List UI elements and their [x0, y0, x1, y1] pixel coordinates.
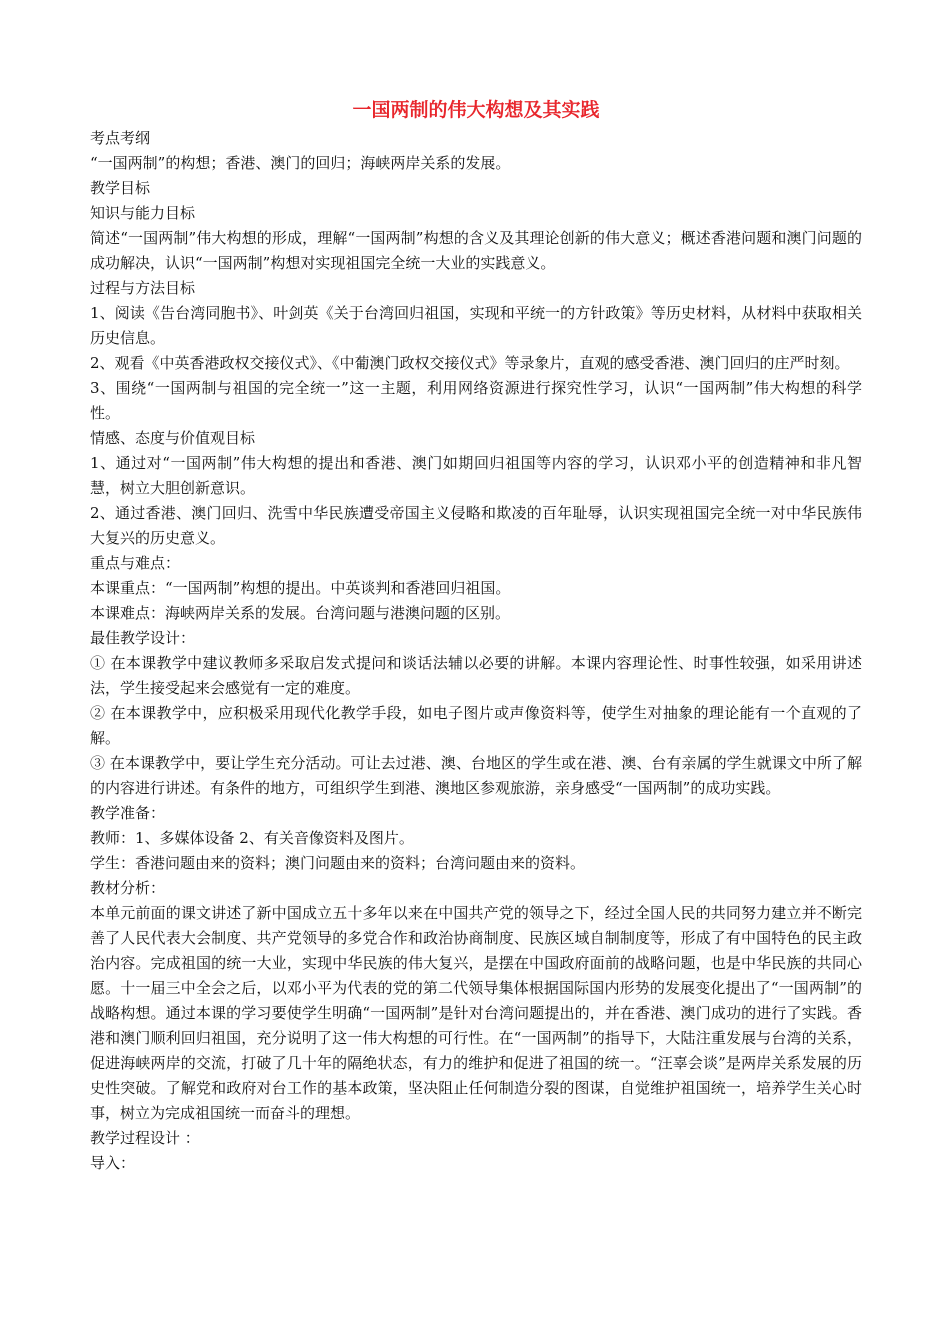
attitude-goal-2: 2、通过香港、澳门回归、洗雪中华民族遭受帝国主义侵略和欺凌的百年耻辱，认识实现祖国完全统一对中华民族伟大复兴的历史意义。: [90, 504, 862, 547]
knowledge-goals-text: 简述“一国两制”伟大构想的形成，理解“一国两制”构想的含义及其理论创新的伟大意义；概述香港问题和澳门问题的成功解决，认识“一国两制”构想对实现祖国完全统一大业的实践意义。: [90, 229, 862, 272]
exam-outline-text: “一国两制”的构想；香港、澳门的回归；海峡两岸关系的发展。: [90, 154, 511, 172]
process-goal-3: 3、围绕“一国两制与祖国的完全统一”这一主题，利用网络资源进行探究性学习，认识“一国两制”伟大构想的科学性。: [90, 379, 862, 422]
attitude-goal-1: 1、通过对“一国两制”伟大构想的提出和香港、澳门如期回归祖国等内容的学习，认识邓小平的创造精神和非凡智慧，树立大胆创新意识。: [90, 454, 862, 497]
design-item-3: ③ 在本课教学中，要让学生充分活动。可让去过港、澳、台地区的学生或在港、澳、台有亲属的学生就课文中所了解的内容进行讲述。有条件的地方，可组织学生到港、澳地区参观旅游，亲身感受“一国两制”的成功实践。: [90, 754, 862, 797]
process-goal-2: 2、观看《中英香港政权交接仪式》、《中葡澳门政权交接仪式》等录象片，直观的感受香港、澳门回归的庄严时刻。: [90, 354, 850, 372]
heading-process-goals: 过程与方法目标: [90, 279, 196, 297]
teacher-preparation: 教师：1、多媒体设备 2、有关音像资料及图片。: [90, 829, 414, 847]
heading-knowledge-goals: 知识与能力目标: [90, 204, 196, 222]
key-point-text: 本课重点：“一国两制”构想的提出。中英谈判和香港回归祖国。: [90, 579, 511, 597]
design-item-1: ① 在本课教学中建议教师多采取启发式提问和谈话法辅以必要的讲解。本课内容理论性、时事性较强，如采用讲述法，学生接受起来会感觉有一定的难度。: [90, 654, 862, 697]
heading-best-design: 最佳教学设计：: [90, 629, 196, 647]
heading-preparation: 教学准备：: [90, 804, 166, 822]
document-body: [90, 96, 862, 1176]
process-goal-1: 1、阅读《告台湾同胞书》、叶剑英《关于台湾回归祖国，实现和平统一的方针政策》等历史材料，从材料中获取相关历史信息。: [90, 304, 862, 347]
student-preparation: 学生：香港问题由来的资料；澳门问题由来的资料；台湾问题由来的资料。: [90, 854, 586, 872]
heading-key-points: 重点与难点：: [90, 554, 181, 572]
heading-process-design: 教学过程设计 ：: [90, 1129, 200, 1147]
heading-introduction: 导入：: [90, 1154, 136, 1172]
heading-attitude-goals: 情感、态度与价值观目标: [90, 429, 256, 447]
design-item-2: ② 在本课教学中，应积极采用现代化教学手段，如电子图片或声像资料等，使学生对抽象的理论能有一个直观的了解。: [90, 704, 862, 747]
document-title: 一国两制的伟大构想及其实践: [352, 99, 600, 121]
heading-material-analysis: 教材分析：: [90, 879, 166, 897]
heading-teaching-goals: 教学目标: [90, 179, 151, 197]
material-analysis-text: 本单元前面的课文讲述了新中国成立五十多年以来在中国共产党的领导之下，经过全国人民的共同努力建立并不断完善了人民代表大会制度、共产党领导的多党合作和政治协商制度、民族区域自制制度等，形成了有中国特色的民主政治内容。完成祖国的统一大业，实现中华民族的伟大复兴，是摆在中国政府面前的战略问题，也是中华民族的共同心愿。十一届三中全会之后，以邓小平为代表的党的第二代领导集体根据国际国内形势的发展变化提出了“一国两制”的战略构想。通过本课的学习要使学生明确“一国两制”是针对台湾问题提出的，并在香港、澳门成功的进行了实践。香港和澳门顺利回归祖国，充分说明了这一伟大构想的可行性。在“一国两制”的指导下，大陆注重发展与台湾的关系，促进海峡两岸的交流，打破了几十年的隔绝状态，有力的维护和促进了祖国的统一。“汪辜会谈”是两岸关系发展的历史性突破。了解党和政府对台工作的基本政策，坚决阻止任何制造分裂的图谋，自觉维护祖国统一，培养学生关心时事，树立为完成祖国统一而奋斗的理想。: [90, 904, 862, 1122]
difficulty-text: 本课难点：海峡两岸关系的发展。台湾问题与港澳问题的区别。: [90, 604, 511, 622]
heading-exam-outline: 考点考纲: [90, 129, 151, 147]
